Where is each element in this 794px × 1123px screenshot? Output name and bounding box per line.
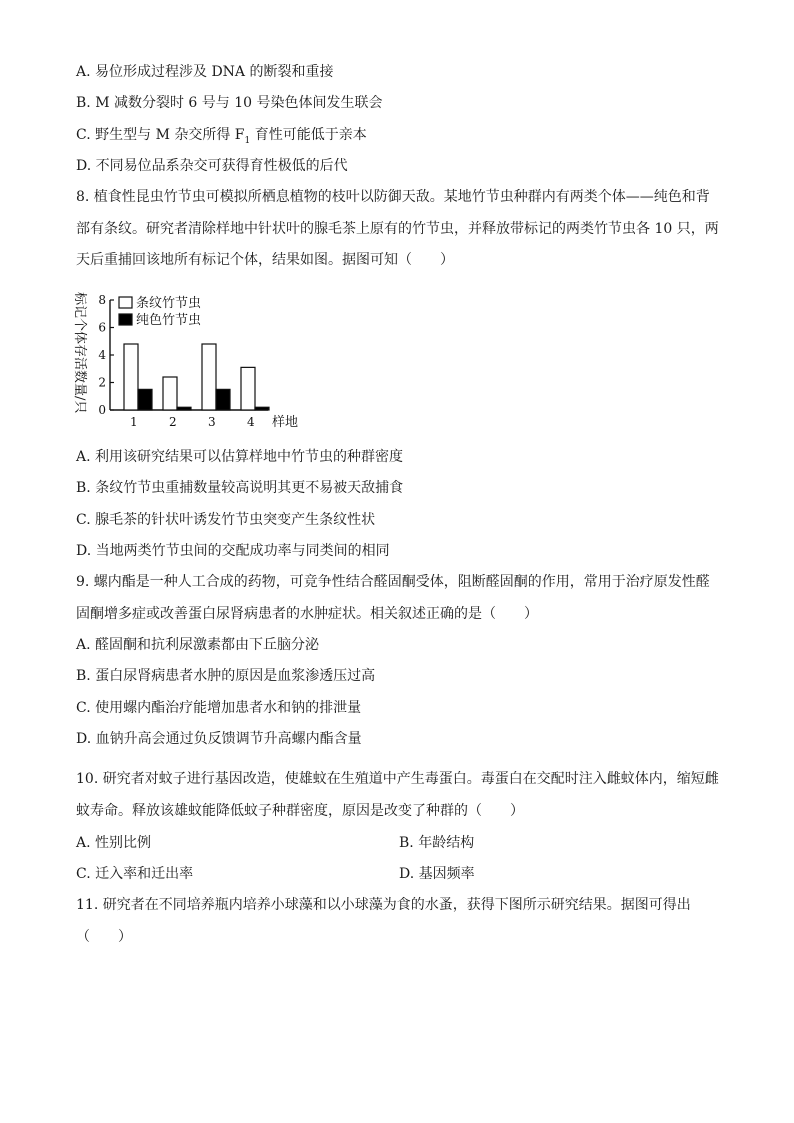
- x-tick-label: 2: [168, 415, 177, 429]
- q11-stem: [76, 890, 716, 953]
- bar-striped-3: [202, 344, 216, 410]
- q10-stem: [76, 764, 719, 827]
- q9-option-c: C. 使用螺内酯治疗能增加患者水和钠的排泄量: [76, 700, 362, 716]
- q8-stem-line-3: 天后重捕回该地所有标记个体，结果如图。据图可知（ ）: [76, 252, 454, 268]
- q10-option-d: D. 基因频率: [399, 866, 475, 882]
- q10-stem-line-1: 10. 研究者对蚊子进行基因改造，使雄蚊在生殖道中产生毒蛋白。毒蛋白在交配时注入雌蚊体内，缩短雌: [76, 771, 719, 787]
- q10-option-c: C. 迁入率和迁出率: [76, 866, 194, 882]
- q9-option-b: B. 蛋白尿肾病患者水肿的原因是血浆渗透压过高: [76, 668, 376, 684]
- bar-striped-1: [124, 344, 138, 410]
- legend-swatch-striped: [119, 297, 132, 308]
- x-tick-label: 3: [207, 415, 216, 429]
- q8-option-d: D. 当地两类竹节虫间的交配成功率与同类间的相同: [76, 543, 390, 559]
- q8-stem-line-1: 8. 植食性昆虫竹节虫可模拟所栖息植物的枝叶以防御天敌。某地竹节虫种群内有两类个体——纯色和背: [76, 189, 710, 205]
- q9-stem: [76, 567, 716, 630]
- y-tick-label: 8: [98, 293, 106, 307]
- legend-swatch-solid: [119, 314, 132, 325]
- q10-option-a: A. 性别比例: [76, 835, 152, 851]
- q10-option-b: B. 年龄结构: [399, 835, 475, 851]
- y-tick-label: 4: [98, 348, 106, 362]
- q7-option-c: [76, 126, 367, 150]
- x-tick-label: 4: [246, 415, 255, 429]
- bar-solid-1: [138, 389, 152, 410]
- bar-solid-2: [177, 407, 191, 410]
- q7-option-c-post: 育性可能低于亲本: [250, 127, 367, 143]
- q7-option-b: B. M 减数分裂时 6 号与 10 号染色体间发生联会: [76, 95, 383, 111]
- q8-option-b: B. 条纹竹节虫重捕数量较高说明其更不易被天敌捕食: [76, 480, 404, 496]
- y-tick-label: 6: [98, 320, 106, 335]
- q8-option-a: A. 利用该研究结果可以估算样地中竹节虫的种群密度: [76, 449, 404, 465]
- bar-striped-4: [241, 367, 255, 410]
- bar-solid-4: [255, 407, 269, 410]
- q9-option-d: D. 血钠升高会通过负反馈调节升高螺内酯含量: [76, 731, 362, 747]
- q7-option-d: D. 不同易位品系杂交可获得育性极低的后代: [76, 158, 348, 174]
- legend-label-striped: 条纹竹节虫: [136, 296, 202, 311]
- q9-stem-line-2: 固酮增多症或改善蛋白尿肾病患者的水肿症状。相关叙述正确的是（ ）: [76, 605, 538, 622]
- bar-striped-2: [163, 377, 177, 410]
- y-tick-label: 0: [98, 403, 106, 417]
- q11-stem-line-1: 11. 研究者在不同培养瓶内培养小球藻和以小球藻为食的水蚤，获得下图所示研究结果。据图可得出: [76, 897, 691, 913]
- q8-stem-line-2: 部有条纹。研究者清除样地中针状叶的腺毛茶上原有的竹节虫，并释放带标记的两类竹节虫各 10 只，两: [76, 220, 719, 237]
- q11-stem-line-2: （ ）: [76, 928, 132, 945]
- q7-option-c-subscript: 1: [244, 135, 251, 146]
- q8-stem: [76, 182, 719, 277]
- x-tick-label: 1: [129, 415, 138, 429]
- y-tick-label: 2: [98, 375, 106, 390]
- q8-bar-chart: [72, 284, 312, 434]
- q9-stem-line-1: 9. 螺内酯是一种人工合成的药物，可竞争性结合醛固酮受体，阻断醛固酮的作用，常用于治疗原发性醛: [76, 574, 710, 590]
- q8-option-c: C. 腺毛茶的针状叶诱发竹节虫突变产生条纹性状: [76, 512, 376, 528]
- legend-label-solid: 纯色竹节虫: [136, 313, 202, 328]
- bar-solid-3: [216, 389, 230, 410]
- q7-option-c-pre: C. 野生型与 M 杂交所得 F: [76, 127, 245, 143]
- q10-stem-line-2: 蚊寿命。释放该雄蚊能降低蚊子种群密度，原因是改变了种群的（ ）: [76, 802, 524, 819]
- chart-xlabel: 样地: [272, 415, 299, 430]
- q7-option-a: A. 易位形成过程涉及 DNA 的断裂和重接: [76, 64, 334, 80]
- q9-option-a: A. 醛固酮和抗利尿激素都由下丘脑分泌: [76, 637, 320, 653]
- chart-ylabel: 标记个体存活数量/只: [72, 292, 87, 414]
